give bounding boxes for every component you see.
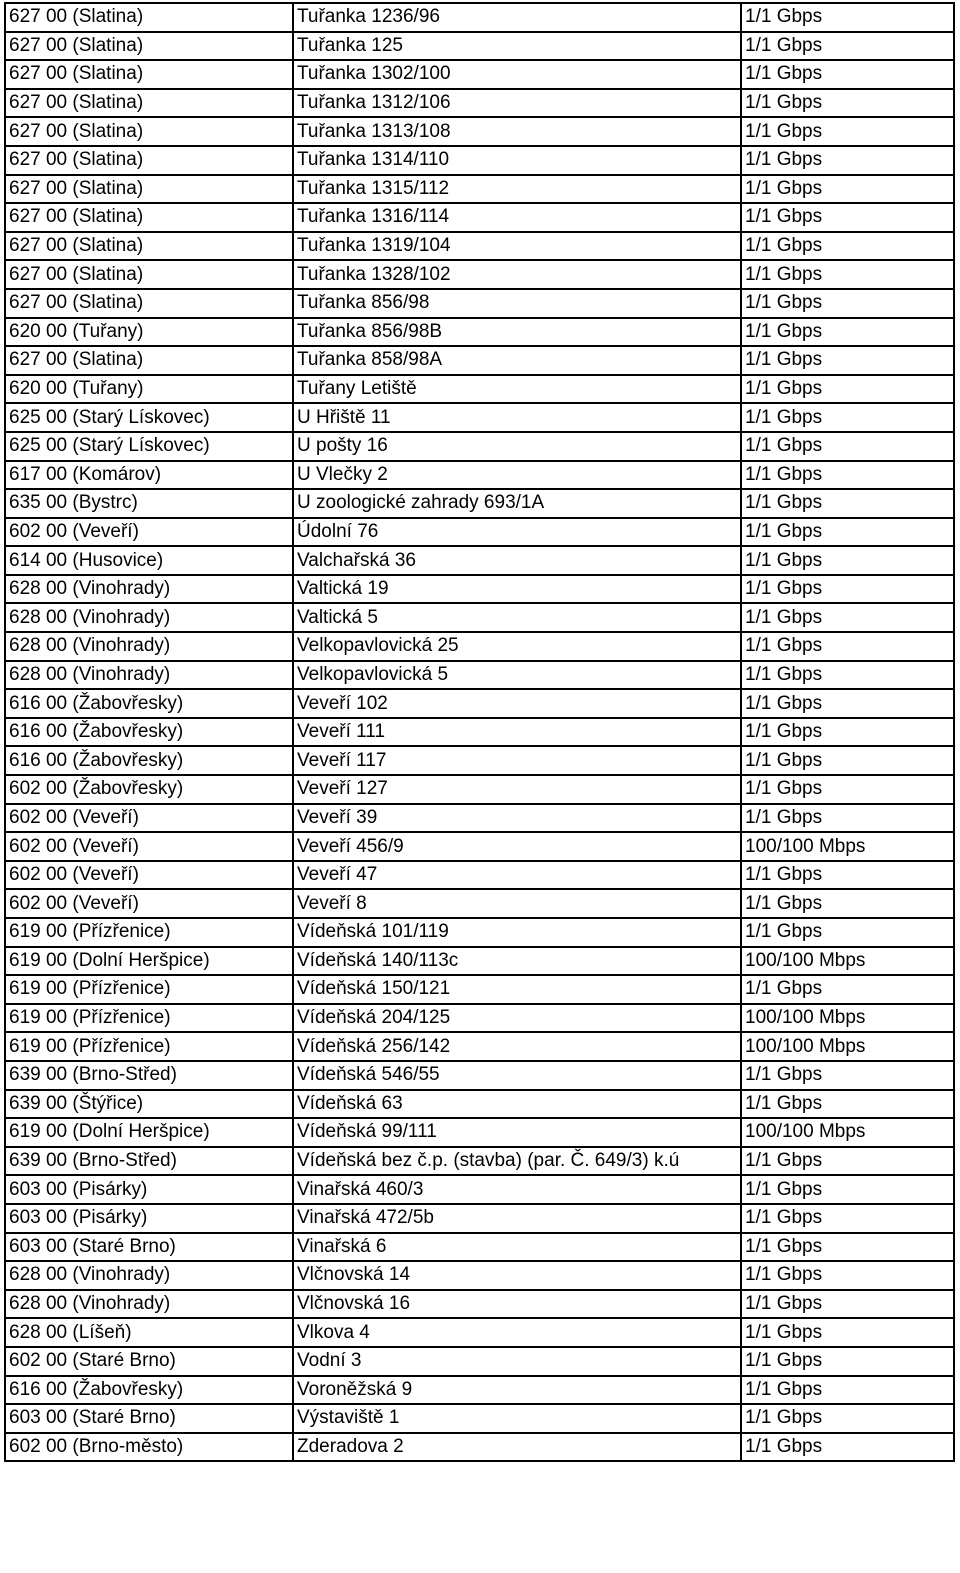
address-cell: Tuřanka 856/98 xyxy=(293,289,741,318)
address-cell: Velkopavlovická 5 xyxy=(293,661,741,690)
table-row xyxy=(5,603,954,632)
table-row xyxy=(5,861,954,890)
postal-area-cell: 603 00 (Pisárky) xyxy=(5,1204,293,1233)
address-cell: Veveří 456/9 xyxy=(293,832,741,861)
speed-cell: 1/1 Gbps xyxy=(741,889,954,918)
speed-cell: 1/1 Gbps xyxy=(741,718,954,747)
postal-area-cell: 619 00 (Dolní Heršpice) xyxy=(5,1118,293,1147)
table-row xyxy=(5,689,954,718)
table-row xyxy=(5,1004,954,1033)
postal-area-cell: 602 00 (Veveří) xyxy=(5,518,293,547)
table-row xyxy=(5,546,954,575)
table-row xyxy=(5,146,954,175)
table-row xyxy=(5,804,954,833)
table-row xyxy=(5,489,954,518)
speed-cell: 1/1 Gbps xyxy=(741,1204,954,1233)
postal-area-cell: 616 00 (Žabovřesky) xyxy=(5,746,293,775)
postal-area-cell: 627 00 (Slatina) xyxy=(5,89,293,118)
address-cell: U Vlečky 2 xyxy=(293,461,741,490)
table-row xyxy=(5,175,954,204)
table-row xyxy=(5,1404,954,1433)
address-cell: Veveří 8 xyxy=(293,889,741,918)
speed-cell: 1/1 Gbps xyxy=(741,518,954,547)
address-cell: Tuřany Letiště xyxy=(293,375,741,404)
address-cell: Veveří 47 xyxy=(293,861,741,890)
table-body xyxy=(5,3,954,1461)
speed-cell: 1/1 Gbps xyxy=(741,1261,954,1290)
table-row xyxy=(5,403,954,432)
speed-cell: 1/1 Gbps xyxy=(741,775,954,804)
table-row xyxy=(5,318,954,347)
postal-area-cell: 627 00 (Slatina) xyxy=(5,117,293,146)
speed-cell: 1/1 Gbps xyxy=(741,975,954,1004)
speed-cell: 1/1 Gbps xyxy=(741,403,954,432)
table-row xyxy=(5,1290,954,1319)
postal-area-cell: 614 00 (Husovice) xyxy=(5,546,293,575)
postal-area-cell: 603 00 (Pisárky) xyxy=(5,1175,293,1204)
table-row xyxy=(5,461,954,490)
table-row xyxy=(5,346,954,375)
table-row xyxy=(5,117,954,146)
address-cell: U pošty 16 xyxy=(293,432,741,461)
speed-cell: 1/1 Gbps xyxy=(741,489,954,518)
table-row xyxy=(5,1233,954,1262)
speed-cell: 1/1 Gbps xyxy=(741,575,954,604)
speed-cell: 100/100 Mbps xyxy=(741,1004,954,1033)
table-row xyxy=(5,518,954,547)
speed-cell: 100/100 Mbps xyxy=(741,832,954,861)
speed-cell: 1/1 Gbps xyxy=(741,804,954,833)
table-row xyxy=(5,1032,954,1061)
speed-cell: 100/100 Mbps xyxy=(741,1118,954,1147)
table-row xyxy=(5,832,954,861)
postal-area-cell: 627 00 (Slatina) xyxy=(5,260,293,289)
address-cell: Vlčnovská 14 xyxy=(293,1261,741,1290)
address-cell: U zoologické zahrady 693/1A xyxy=(293,489,741,518)
table-row xyxy=(5,632,954,661)
postal-area-cell: 616 00 (Žabovřesky) xyxy=(5,718,293,747)
postal-area-cell: 602 00 (Žabovřesky) xyxy=(5,775,293,804)
postal-area-cell: 627 00 (Slatina) xyxy=(5,146,293,175)
address-cell: Tuřanka 1316/114 xyxy=(293,203,741,232)
address-cell: Vídeňská 101/119 xyxy=(293,918,741,947)
postal-area-cell: 639 00 (Brno-Střed) xyxy=(5,1061,293,1090)
speed-cell: 1/1 Gbps xyxy=(741,861,954,890)
postal-area-cell: 639 00 (Brno-Střed) xyxy=(5,1147,293,1176)
speed-cell: 1/1 Gbps xyxy=(741,260,954,289)
postal-area-cell: 627 00 (Slatina) xyxy=(5,203,293,232)
speed-cell: 1/1 Gbps xyxy=(741,546,954,575)
address-cell: Vídeňská 546/55 xyxy=(293,1061,741,1090)
speed-cell: 1/1 Gbps xyxy=(741,1061,954,1090)
postal-area-cell: 603 00 (Staré Brno) xyxy=(5,1404,293,1433)
address-cell: Výstaviště 1 xyxy=(293,1404,741,1433)
table-row xyxy=(5,1261,954,1290)
table-row xyxy=(5,375,954,404)
speed-cell: 1/1 Gbps xyxy=(741,117,954,146)
speed-cell: 1/1 Gbps xyxy=(741,60,954,89)
postal-area-cell: 627 00 (Slatina) xyxy=(5,32,293,61)
address-cell: Vídeňská 150/121 xyxy=(293,975,741,1004)
address-cell: Veveří 102 xyxy=(293,689,741,718)
speed-cell: 100/100 Mbps xyxy=(741,947,954,976)
speed-cell: 1/1 Gbps xyxy=(741,461,954,490)
postal-area-cell: 628 00 (Vinohrady) xyxy=(5,1290,293,1319)
speed-cell: 1/1 Gbps xyxy=(741,3,954,32)
address-cell: Valtická 5 xyxy=(293,603,741,632)
address-cell: Tuřanka 1315/112 xyxy=(293,175,741,204)
postal-area-cell: 628 00 (Vinohrady) xyxy=(5,603,293,632)
postal-area-cell: 628 00 (Vinohrady) xyxy=(5,661,293,690)
postal-area-cell: 628 00 (Vinohrady) xyxy=(5,1261,293,1290)
speed-cell: 1/1 Gbps xyxy=(741,232,954,261)
address-cell: Vinařská 6 xyxy=(293,1233,741,1262)
table-row xyxy=(5,89,954,118)
table-row xyxy=(5,3,954,32)
address-cell: Tuřanka 1312/106 xyxy=(293,89,741,118)
speed-cell: 1/1 Gbps xyxy=(741,1090,954,1119)
postal-area-cell: 625 00 (Starý Lískovec) xyxy=(5,403,293,432)
table-row xyxy=(5,289,954,318)
speed-cell: 1/1 Gbps xyxy=(741,661,954,690)
table-row xyxy=(5,718,954,747)
postal-area-cell: 620 00 (Tuřany) xyxy=(5,375,293,404)
postal-area-cell: 627 00 (Slatina) xyxy=(5,232,293,261)
table-row xyxy=(5,889,954,918)
postal-area-cell: 603 00 (Staré Brno) xyxy=(5,1233,293,1262)
postal-area-cell: 619 00 (Přízřenice) xyxy=(5,975,293,1004)
table-row xyxy=(5,1090,954,1119)
postal-area-cell: 602 00 (Veveří) xyxy=(5,804,293,833)
address-cell: Vinařská 472/5b xyxy=(293,1204,741,1233)
speed-cell: 1/1 Gbps xyxy=(741,918,954,947)
postal-area-cell: 628 00 (Vinohrady) xyxy=(5,632,293,661)
table-row xyxy=(5,1061,954,1090)
address-cell: Voroněžská 9 xyxy=(293,1376,741,1405)
address-cell: Vídeňská 140/113c xyxy=(293,947,741,976)
address-cell: Tuřanka 1302/100 xyxy=(293,60,741,89)
table-row xyxy=(5,661,954,690)
table-row xyxy=(5,1433,954,1462)
table-row xyxy=(5,975,954,1004)
postal-area-cell: 602 00 (Veveří) xyxy=(5,889,293,918)
table-row xyxy=(5,1204,954,1233)
address-cell: Vídeňská 63 xyxy=(293,1090,741,1119)
address-cell: Vlčnovská 16 xyxy=(293,1290,741,1319)
speed-cell: 1/1 Gbps xyxy=(741,1290,954,1319)
postal-area-cell: 602 00 (Staré Brno) xyxy=(5,1347,293,1376)
postal-area-cell: 627 00 (Slatina) xyxy=(5,346,293,375)
speed-cell: 1/1 Gbps xyxy=(741,375,954,404)
postal-area-cell: 627 00 (Slatina) xyxy=(5,175,293,204)
speed-cell: 1/1 Gbps xyxy=(741,203,954,232)
speed-cell: 1/1 Gbps xyxy=(741,89,954,118)
postal-area-cell: 619 00 (Dolní Heršpice) xyxy=(5,947,293,976)
table-row xyxy=(5,1118,954,1147)
table-row xyxy=(5,60,954,89)
speed-cell: 1/1 Gbps xyxy=(741,689,954,718)
postal-area-cell: 635 00 (Bystrc) xyxy=(5,489,293,518)
postal-area-cell: 616 00 (Žabovřesky) xyxy=(5,1376,293,1405)
speed-cell: 1/1 Gbps xyxy=(741,1347,954,1376)
address-cell: Tuřanka 1236/96 xyxy=(293,3,741,32)
address-cell: Údolní 76 xyxy=(293,518,741,547)
table-row xyxy=(5,918,954,947)
speed-cell: 1/1 Gbps xyxy=(741,1233,954,1262)
speed-cell: 1/1 Gbps xyxy=(741,1318,954,1347)
postal-area-cell: 619 00 (Přízřenice) xyxy=(5,918,293,947)
address-table xyxy=(4,2,955,1462)
table-row xyxy=(5,1318,954,1347)
address-cell: Valtická 19 xyxy=(293,575,741,604)
postal-area-cell: 616 00 (Žabovřesky) xyxy=(5,689,293,718)
address-cell: Veveří 117 xyxy=(293,746,741,775)
postal-area-cell: 625 00 (Starý Lískovec) xyxy=(5,432,293,461)
speed-cell: 1/1 Gbps xyxy=(741,32,954,61)
speed-cell: 1/1 Gbps xyxy=(741,1376,954,1405)
address-cell: Tuřanka 856/98B xyxy=(293,318,741,347)
address-cell: Tuřanka 1328/102 xyxy=(293,260,741,289)
address-cell: Vídeňská 204/125 xyxy=(293,1004,741,1033)
table-row xyxy=(5,1147,954,1176)
speed-cell: 1/1 Gbps xyxy=(741,632,954,661)
address-cell: Tuřanka 125 xyxy=(293,32,741,61)
speed-cell: 1/1 Gbps xyxy=(741,318,954,347)
table-row xyxy=(5,232,954,261)
table-row xyxy=(5,260,954,289)
table-row xyxy=(5,746,954,775)
address-cell: Vídeňská bez č.p. (stavba) (par. Č. 649/3) k.ú xyxy=(293,1147,741,1176)
speed-cell: 1/1 Gbps xyxy=(741,1147,954,1176)
address-cell: U Hřiště 11 xyxy=(293,403,741,432)
speed-cell: 1/1 Gbps xyxy=(741,289,954,318)
address-cell: Tuřanka 1314/110 xyxy=(293,146,741,175)
postal-area-cell: 602 00 (Veveří) xyxy=(5,861,293,890)
address-cell: Veveří 39 xyxy=(293,804,741,833)
address-cell: Zderadova 2 xyxy=(293,1433,741,1462)
address-cell: Tuřanka 858/98A xyxy=(293,346,741,375)
address-cell: Tuřanka 1319/104 xyxy=(293,232,741,261)
address-cell: Veveří 127 xyxy=(293,775,741,804)
postal-area-cell: 639 00 (Štýřice) xyxy=(5,1090,293,1119)
postal-area-cell: 602 00 (Brno-město) xyxy=(5,1433,293,1462)
address-cell: Vlkova 4 xyxy=(293,1318,741,1347)
postal-area-cell: 627 00 (Slatina) xyxy=(5,60,293,89)
postal-area-cell: 627 00 (Slatina) xyxy=(5,3,293,32)
postal-area-cell: 619 00 (Přízřenice) xyxy=(5,1004,293,1033)
address-cell: Vídeňská 99/111 xyxy=(293,1118,741,1147)
table-row xyxy=(5,575,954,604)
table-row xyxy=(5,775,954,804)
postal-area-cell: 627 00 (Slatina) xyxy=(5,289,293,318)
postal-area-cell: 628 00 (Vinohrady) xyxy=(5,575,293,604)
speed-cell: 1/1 Gbps xyxy=(741,1175,954,1204)
speed-cell: 1/1 Gbps xyxy=(741,1404,954,1433)
speed-cell: 1/1 Gbps xyxy=(741,746,954,775)
speed-cell: 1/1 Gbps xyxy=(741,175,954,204)
address-cell: Veveří 111 xyxy=(293,718,741,747)
postal-area-cell: 617 00 (Komárov) xyxy=(5,461,293,490)
address-cell: Tuřanka 1313/108 xyxy=(293,117,741,146)
table-row xyxy=(5,1376,954,1405)
speed-cell: 1/1 Gbps xyxy=(741,1433,954,1462)
table-row xyxy=(5,1347,954,1376)
speed-cell: 1/1 Gbps xyxy=(741,346,954,375)
speed-cell: 1/1 Gbps xyxy=(741,146,954,175)
table-row xyxy=(5,432,954,461)
table-row xyxy=(5,203,954,232)
address-cell: Velkopavlovická 25 xyxy=(293,632,741,661)
postal-area-cell: 619 00 (Přízřenice) xyxy=(5,1032,293,1061)
address-cell: Vídeňská 256/142 xyxy=(293,1032,741,1061)
speed-cell: 100/100 Mbps xyxy=(741,1032,954,1061)
speed-cell: 1/1 Gbps xyxy=(741,603,954,632)
address-cell: Vinařská 460/3 xyxy=(293,1175,741,1204)
postal-area-cell: 620 00 (Tuřany) xyxy=(5,318,293,347)
address-cell: Valchařská 36 xyxy=(293,546,741,575)
table-row xyxy=(5,32,954,61)
postal-area-cell: 602 00 (Veveří) xyxy=(5,832,293,861)
table-row xyxy=(5,947,954,976)
postal-area-cell: 628 00 (Líšeň) xyxy=(5,1318,293,1347)
table-row xyxy=(5,1175,954,1204)
speed-cell: 1/1 Gbps xyxy=(741,432,954,461)
address-cell: Vodní 3 xyxy=(293,1347,741,1376)
